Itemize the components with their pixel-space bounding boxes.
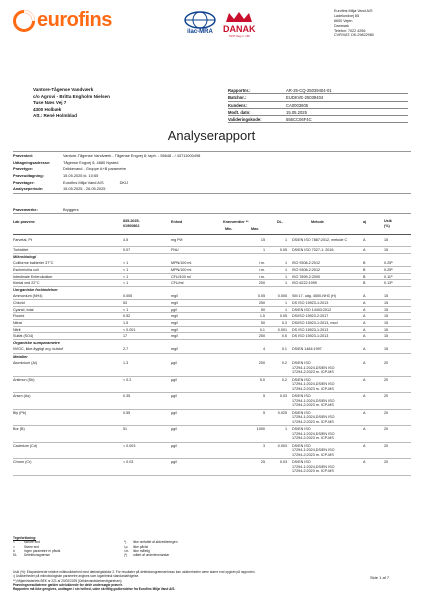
accreditation: A xyxy=(363,361,366,366)
result-value: 53 xyxy=(123,300,128,305)
uncertainty: 15 xyxy=(384,320,389,325)
parameter-name: Coliforme bakterier 37°C xyxy=(13,261,54,266)
method: DS/EN ISO 7887:2012, metode C xyxy=(292,238,348,242)
unit: mg/l xyxy=(171,314,178,319)
legend-cell: < xyxy=(13,540,15,545)
legend-cell: Ikke målelig xyxy=(133,548,150,553)
results-table xyxy=(13,237,411,476)
header-unit: Enhed xyxy=(171,220,183,224)
legend-cell: # xyxy=(13,548,15,553)
legend-cell: i.p. xyxy=(124,544,129,549)
result-value: 0.005 xyxy=(123,294,133,299)
sample-mark-label: Prøvemærke: xyxy=(13,206,38,212)
unit: MPN/100 ml xyxy=(171,261,192,266)
report-info-value: CA0003605 xyxy=(286,102,309,108)
table-row xyxy=(13,459,411,476)
parameter-name: Escherichia coli xyxy=(13,267,39,272)
company-line: 6600 Vejen xyxy=(334,18,353,23)
table-row xyxy=(13,320,411,327)
accreditation: A xyxy=(363,238,366,242)
max-value: 25 xyxy=(260,460,265,465)
report-info-row xyxy=(228,94,408,101)
header-method: Metode xyxy=(311,220,324,224)
footnote: ¹) Usikkerheder på mikrobiologiske parametre angives som logaritmisk standardafvigelse. xyxy=(13,574,140,579)
unit: µg/l xyxy=(171,394,178,399)
danak-logo xyxy=(223,10,256,38)
detection-limit: 0.5 xyxy=(281,334,287,339)
report-info-value: EUDKVE-25039404 xyxy=(286,95,324,101)
unit: mg/l xyxy=(171,334,178,339)
sample-mark xyxy=(13,207,411,214)
uncertainty: 15 xyxy=(384,307,389,312)
parameter-name: Sulfat (SO4) xyxy=(13,334,34,339)
section-title: Uorganiske forbindelser xyxy=(13,286,58,292)
legend-cell: Detektionsgrænse xyxy=(24,553,50,558)
brand-name: eurofins xyxy=(37,9,112,31)
accreditation: A xyxy=(363,307,366,312)
detection-limit: 0.3 xyxy=(281,320,287,325)
max-value: 1000 xyxy=(256,427,265,432)
legend-cell: Mindre end xyxy=(24,540,40,545)
meta-label: Prøvetager: xyxy=(13,179,35,185)
result-value: < 0.2 xyxy=(123,377,132,382)
accreditation: B xyxy=(363,261,366,266)
detection-limit: 0.2 xyxy=(281,361,287,366)
uncertainty: 15 xyxy=(384,327,389,332)
company-line: Ladelundvej 85 xyxy=(334,13,360,18)
result-value: 0.07 xyxy=(123,248,131,252)
accreditation: A xyxy=(363,460,366,465)
meta-value: Tågense Engvej 6, 4880 Nysted xyxy=(63,159,119,165)
meta-value: Vantore-Tågense Vandværk - Tågense Engvej 6; taph. - 55648 - / 43711000498 xyxy=(63,152,201,158)
max-value: 50 xyxy=(260,320,265,325)
table-row xyxy=(13,313,411,320)
header-min: Min. xyxy=(225,227,233,231)
accreditation: B xyxy=(363,281,366,286)
unit: MPN/100 ml xyxy=(171,267,192,272)
globe-icon xyxy=(183,11,217,29)
legend-cell: Større end xyxy=(24,544,40,549)
detection-limit: 1 xyxy=(284,238,287,242)
table-row xyxy=(13,327,411,334)
meta-label: Prøvetype: xyxy=(13,166,34,172)
parameter-name: Cadmium (Cd) xyxy=(13,443,37,448)
parameter-name: Bly (Pb) xyxy=(13,410,27,415)
address-line: c/o Agrovi - Britta Engholm Nielsen xyxy=(33,93,110,99)
result-value: 17 xyxy=(123,334,128,339)
report-info-row xyxy=(228,102,408,109)
report-info-label: Modt. dato: xyxy=(228,109,251,115)
method: DS/EN ISO 17294-1:2024,DS/EN ISO 17294-2:2023 m. ICP-MS xyxy=(292,377,335,391)
report-info-label: Kundenr.: xyxy=(228,102,248,108)
max-value: 5 xyxy=(262,394,265,399)
table-row xyxy=(13,410,411,427)
meta-row xyxy=(13,173,411,180)
accreditation: B xyxy=(363,267,366,272)
parameter-name: Farvetal, Pt xyxy=(13,238,32,242)
accreditation: A xyxy=(363,394,366,399)
meta-value: Drikkevand - Gruppe A+B parametre xyxy=(63,166,127,172)
footnote: Usik (%): Ekspanderede relative måleusikkerhed med dækningsfaktor 2. For resultater på detektionsgrænseniveau kan usikkerheden være større end opgivet på rapporten. xyxy=(13,570,256,574)
unit: FNU xyxy=(171,248,179,252)
meta-value: 15.05.2025 kl. 10:55 xyxy=(63,172,99,178)
result-value: 1.3 xyxy=(123,361,129,366)
section-title: Organiske sumparametre xyxy=(13,339,60,345)
uncertainty: 20 xyxy=(384,377,389,382)
detection-limit: 0.05 xyxy=(279,314,287,319)
accreditation: A xyxy=(363,334,366,339)
max-value: 200 xyxy=(258,361,265,366)
parameter-name: Antimon (Sb) xyxy=(13,377,35,382)
report-info-value: 556CC06F4C xyxy=(286,117,312,123)
unit: mg/l xyxy=(171,347,178,352)
method: DS/EN ISO 17294-1:2024,DS/EN ISO 17294-2:2023 m. ICP-MS xyxy=(292,394,335,408)
parameter-name: Kimtal ved 22°C xyxy=(13,281,40,286)
max-value: 1.5 xyxy=(259,314,265,319)
footnotes xyxy=(13,570,411,592)
unit: µg/l xyxy=(171,443,178,448)
page-number: Side 1 af 7 xyxy=(370,575,390,580)
detection-limit: 0.03 xyxy=(279,394,287,399)
parameter-name: Chrom (Cr) xyxy=(13,460,32,465)
accreditation: A xyxy=(363,427,366,432)
unit: µg/l xyxy=(171,377,178,382)
uncertainty: 0.25¹⁾ xyxy=(384,261,394,266)
sample-mark-value: Bryggers xyxy=(63,206,79,212)
uncertainty: 0.11¹⁾ xyxy=(384,274,394,279)
meta-value: 15.05.2025 - 26.05.2025 xyxy=(63,186,106,192)
uncertainty: 15 xyxy=(384,238,389,242)
detection-limit: 0.05 xyxy=(279,248,287,252)
company-line: Telefon: 7022 4256 xyxy=(334,28,366,33)
max-value: 1 xyxy=(262,248,265,252)
accreditation: A xyxy=(363,443,366,448)
accreditation: A xyxy=(363,320,366,325)
uncertainty: 20 xyxy=(384,361,389,366)
header-dl: DL. xyxy=(277,220,283,224)
method: DS ISO 15923-1:2013 xyxy=(292,334,329,339)
danak-registration: TEST Reg.nr. 168 xyxy=(228,35,250,39)
method: DS/EN ISO 17294-1:2024,DS/EN ISO 17294-2:2023 m. ICP-MS xyxy=(292,427,335,441)
meta-label: Prøveudtagning: xyxy=(13,172,44,178)
legend-cell: Ikke omfattet af akkrediteringen xyxy=(133,540,178,545)
result-value: 0.35 xyxy=(123,394,131,399)
uncertainty: 0.25¹⁾ xyxy=(384,267,394,272)
header-uncertainty: Usik (%) xyxy=(384,219,392,228)
uncertainty: 15 xyxy=(384,248,389,252)
legend-title: Tegnforklaring: xyxy=(13,536,37,540)
uncertainty: 15 xyxy=(384,347,389,352)
max-value: i.m. xyxy=(259,267,265,272)
result-value: 0.52 xyxy=(123,314,131,319)
footnote-bold: Rapporten må ikke gengives, undtagen i sin helhed, uden skriftlig godkendelse fra Eurofins Miljø Vand A/S. xyxy=(13,587,176,592)
parameter-name: NVOC, ikke-flygtigt org. kulstof xyxy=(13,347,64,352)
detection-limit: 1 xyxy=(284,274,287,279)
legend-cell: udført af underleverandør xyxy=(133,553,170,558)
detection-limit: 1 xyxy=(284,427,287,432)
company-line: Danmark xyxy=(334,23,349,28)
table-row xyxy=(13,237,411,247)
company-line: Eurofins Miljø Vand A/S xyxy=(334,9,373,13)
meta-value: Eurofins Miljø Vand A/S xyxy=(63,179,104,185)
report-info-value: 15.05.2025 xyxy=(286,109,307,115)
report-info-label: Rapportnr.: xyxy=(228,88,251,94)
legend-cell: > xyxy=(13,544,15,549)
page-title: Analyserapport xyxy=(167,128,256,143)
accreditation: A xyxy=(363,347,366,352)
unit: mg/l xyxy=(171,294,178,299)
table-row xyxy=(13,293,411,300)
method: DS/EN ISO 7027-1: 2016. xyxy=(292,248,335,252)
uncertainty: 0.13¹⁾ xyxy=(384,281,394,286)
company-info xyxy=(334,9,374,38)
table-row xyxy=(13,300,411,307)
legend-cell: DL xyxy=(13,553,18,558)
unit: mg Pt/l xyxy=(171,238,183,242)
unit: µg/l xyxy=(171,307,178,312)
section-title: Mikrobiologi xyxy=(13,254,37,259)
table-row xyxy=(13,247,411,254)
report-info-row xyxy=(228,87,408,94)
accreditation-badges xyxy=(183,10,256,38)
crown-icon xyxy=(224,10,254,24)
parameter-name: Nitrat xyxy=(13,320,22,325)
meta-extra: DKIJ xyxy=(119,179,129,185)
result-value: 51 xyxy=(123,427,128,432)
header-max: Max. xyxy=(251,227,260,231)
address-line: Att.: René Holmblad xyxy=(33,113,77,119)
detection-limit: 1 xyxy=(284,307,287,312)
max-value: 200 xyxy=(258,281,265,286)
meta-label: Analyseperiode: xyxy=(13,186,44,192)
meta-label: Udtagningsadresse: xyxy=(13,159,51,165)
table-row xyxy=(13,346,411,354)
method: DS/EN ISO 17294-1:2024,DS/EN ISO 17294-2:2023 m. ICP-MS xyxy=(292,410,335,424)
unit: CFU/100 ml xyxy=(171,274,191,279)
address-line: Vantore-Tågense Vandværk xyxy=(33,87,94,92)
accreditation: A xyxy=(363,377,366,382)
report-info-label: Batchnr.: xyxy=(228,95,247,101)
parameter-name: Turbiditet xyxy=(13,248,29,252)
unit: CFU/ml xyxy=(171,281,184,286)
parameter-name: Nitrit xyxy=(13,327,21,332)
address-line: Tuse Næs Vej 7 xyxy=(33,100,67,106)
max-value: 3 xyxy=(262,443,265,448)
parameter-name: Cyanid, total xyxy=(13,307,34,312)
meta-row xyxy=(13,186,411,193)
accreditation: A xyxy=(363,327,366,332)
header-sample: 835-2025- 01900862 xyxy=(123,219,140,228)
eurofins-logo xyxy=(13,8,112,33)
accreditation: A xyxy=(363,294,366,299)
footnote: **) Mijøministeriets BEK nr 221 af 20/02/2025 (Drikkevandsbekendtgørelsen). xyxy=(13,578,123,583)
table-row xyxy=(13,260,411,267)
parameter-name: Ammonium (NH4) xyxy=(13,294,43,299)
result-value: 4.5 xyxy=(123,238,129,242)
method: DS/EN 1484:1997 xyxy=(292,347,322,352)
result-value: < 0.03 xyxy=(123,460,134,465)
uncertainty: 15 xyxy=(384,300,389,305)
result-value: < 1 xyxy=(123,274,129,279)
legend-cell: *) xyxy=(124,540,127,545)
results-table-header xyxy=(13,219,411,235)
max-value: i.m. xyxy=(259,261,265,266)
header-accreditation: a) xyxy=(363,220,367,224)
result-value: < 1 xyxy=(123,281,129,286)
detection-limit: 1 xyxy=(284,300,287,305)
uncertainty: 15 xyxy=(384,334,389,339)
result-value: 0.55 xyxy=(123,410,131,415)
method: DS/EN ISO 17294-1:2024,DS/EN ISO 17294-2:2023 m. ICP-MS xyxy=(292,361,335,375)
uncertainty: 20 xyxy=(384,410,389,415)
max-value: 0.05 xyxy=(257,294,265,299)
accreditation: A xyxy=(363,248,366,252)
max-value: 0.1 xyxy=(259,327,265,332)
method: DS ISO 15923-1:2013 xyxy=(292,327,329,332)
accreditation: B xyxy=(363,274,366,279)
detection-limit: 0.025 xyxy=(277,410,287,415)
accreditation: A xyxy=(363,410,366,415)
result-value: < 1 xyxy=(123,261,129,266)
header-lab: Lab prøvenr: xyxy=(13,220,36,224)
method: DS/ISO 15923-1:2013, mod xyxy=(292,320,338,325)
result-value: 1.5 xyxy=(123,320,129,325)
max-value: i.m. xyxy=(259,274,265,279)
meta-row xyxy=(13,153,411,160)
table-row xyxy=(13,274,411,281)
unit: mg/l xyxy=(171,320,178,325)
unit: µg/l xyxy=(171,361,178,366)
table-row xyxy=(13,360,411,377)
legend-cell: i.m. xyxy=(124,548,130,553)
method: ISO 6222:1999 xyxy=(292,281,317,286)
legend-cell: (*) xyxy=(124,553,128,558)
detection-limit: 0.001 xyxy=(277,327,287,332)
method: ISO 7899-2:2000 xyxy=(292,274,321,279)
detection-limit: 0.2 xyxy=(281,377,287,382)
uncertainty: 15 xyxy=(384,314,389,319)
table-row xyxy=(13,307,411,314)
detection-limit: 0.003 xyxy=(277,443,287,448)
parameter-name: Bor (B) xyxy=(13,427,25,432)
result-value: < 1 xyxy=(123,267,129,272)
max-value: 4 xyxy=(262,347,265,352)
method: DS/ISO 15923-2:2017 xyxy=(292,314,329,319)
unit: mg/l xyxy=(171,327,178,332)
legend-cell: Ikke påvist xyxy=(133,544,149,549)
result-value: 2.7 xyxy=(123,347,129,352)
parameter-name: Fluorid xyxy=(13,314,25,319)
table-row xyxy=(13,280,411,287)
sample-meta xyxy=(13,151,411,194)
header-requirements: Kravværdier ** xyxy=(223,220,249,224)
address-line: 4300 Holbæk xyxy=(33,106,62,112)
max-value: 5 xyxy=(262,410,265,415)
max-value: 250 xyxy=(258,300,265,305)
section-title: Metaller xyxy=(13,354,28,360)
table-row xyxy=(13,443,411,460)
unit: µg/l xyxy=(171,460,178,465)
uncertainty: 20 xyxy=(384,460,389,465)
danak-label: DANAK xyxy=(223,24,256,34)
meta-label: Prøvested: xyxy=(13,152,34,158)
detection-limit: 0.1 xyxy=(281,347,287,352)
parameter-name: Arsen (As) xyxy=(13,394,31,399)
table-row xyxy=(13,426,411,443)
uncertainty: 20 xyxy=(384,443,389,448)
max-value: 5.0 xyxy=(259,377,265,382)
report-info-row xyxy=(228,116,408,123)
legend-grid xyxy=(13,540,213,557)
result-value: < 1 xyxy=(123,307,129,312)
legend xyxy=(13,536,213,558)
uncertainty: 20 xyxy=(384,394,389,399)
table-row xyxy=(13,333,411,340)
ilac-mra-label: ilac-MRA xyxy=(187,29,213,36)
parameter-name: Intestinale Enterokokker xyxy=(13,274,53,279)
company-line: CVR/VAT: DK-29822980 xyxy=(334,33,374,38)
report-info xyxy=(228,87,408,123)
detection-limit: 1 xyxy=(284,267,287,272)
eurofins-logo-icon xyxy=(13,10,35,32)
uncertainty: 20 xyxy=(384,427,389,432)
report-info-label: Valideringskode: xyxy=(228,117,262,123)
parameter-name: Aluminium (Al) xyxy=(13,361,37,366)
report-info-value: AR-25-CQ-25039404-01 xyxy=(286,88,332,94)
legend-cell: Ingen parametre er påvist xyxy=(24,548,61,553)
parameter-name: Chlorid xyxy=(13,300,25,305)
table-row xyxy=(13,393,411,410)
method: ISO 9308-2:2012 xyxy=(292,261,321,266)
method: DS/EN ISO 17294-1:2024,DS/EN ISO 17294-2:2023 m. ICP-MS xyxy=(292,443,335,457)
max-value: 250 xyxy=(258,334,265,339)
uncertainty: 15 xyxy=(384,294,389,299)
table-row xyxy=(13,267,411,274)
method: DS/EN ISO 14403:2012 xyxy=(292,307,332,312)
footnote-bold: Prøvningsresultaterne gælder udelukkende for det/e undersøgte prøve/r. xyxy=(13,582,123,587)
report-info-row xyxy=(228,109,408,116)
result-value: < 0.001 xyxy=(123,327,136,332)
unit: µg/l xyxy=(171,427,178,432)
method: SM 17. udg. 4500-NH3 (H) xyxy=(292,294,336,299)
method: DS/EN ISO 17294-1:2024,DS/EN ISO 17294-2:2023 m. ICP-MS xyxy=(292,460,335,474)
method: ISO 9308-2:2012 xyxy=(292,267,321,272)
detection-limit: 1 xyxy=(284,261,287,266)
result-value: < 0.003 xyxy=(123,443,136,448)
recipient-address xyxy=(33,87,110,120)
table-row xyxy=(13,377,411,394)
detection-limit: 1 xyxy=(284,281,287,286)
accreditation: A xyxy=(363,300,366,305)
detection-limit: 0.03 xyxy=(279,460,287,465)
accreditation: A xyxy=(363,314,366,319)
ilac-mra-logo xyxy=(183,11,217,37)
max-value: 50 xyxy=(260,307,265,312)
detection-limit: 0.005 xyxy=(277,294,287,299)
unit: µg/l xyxy=(171,410,178,415)
method: DS ISO 15923-1:2013 xyxy=(292,300,329,305)
unit: mg/l xyxy=(171,300,178,305)
max-value: 15 xyxy=(260,238,265,242)
